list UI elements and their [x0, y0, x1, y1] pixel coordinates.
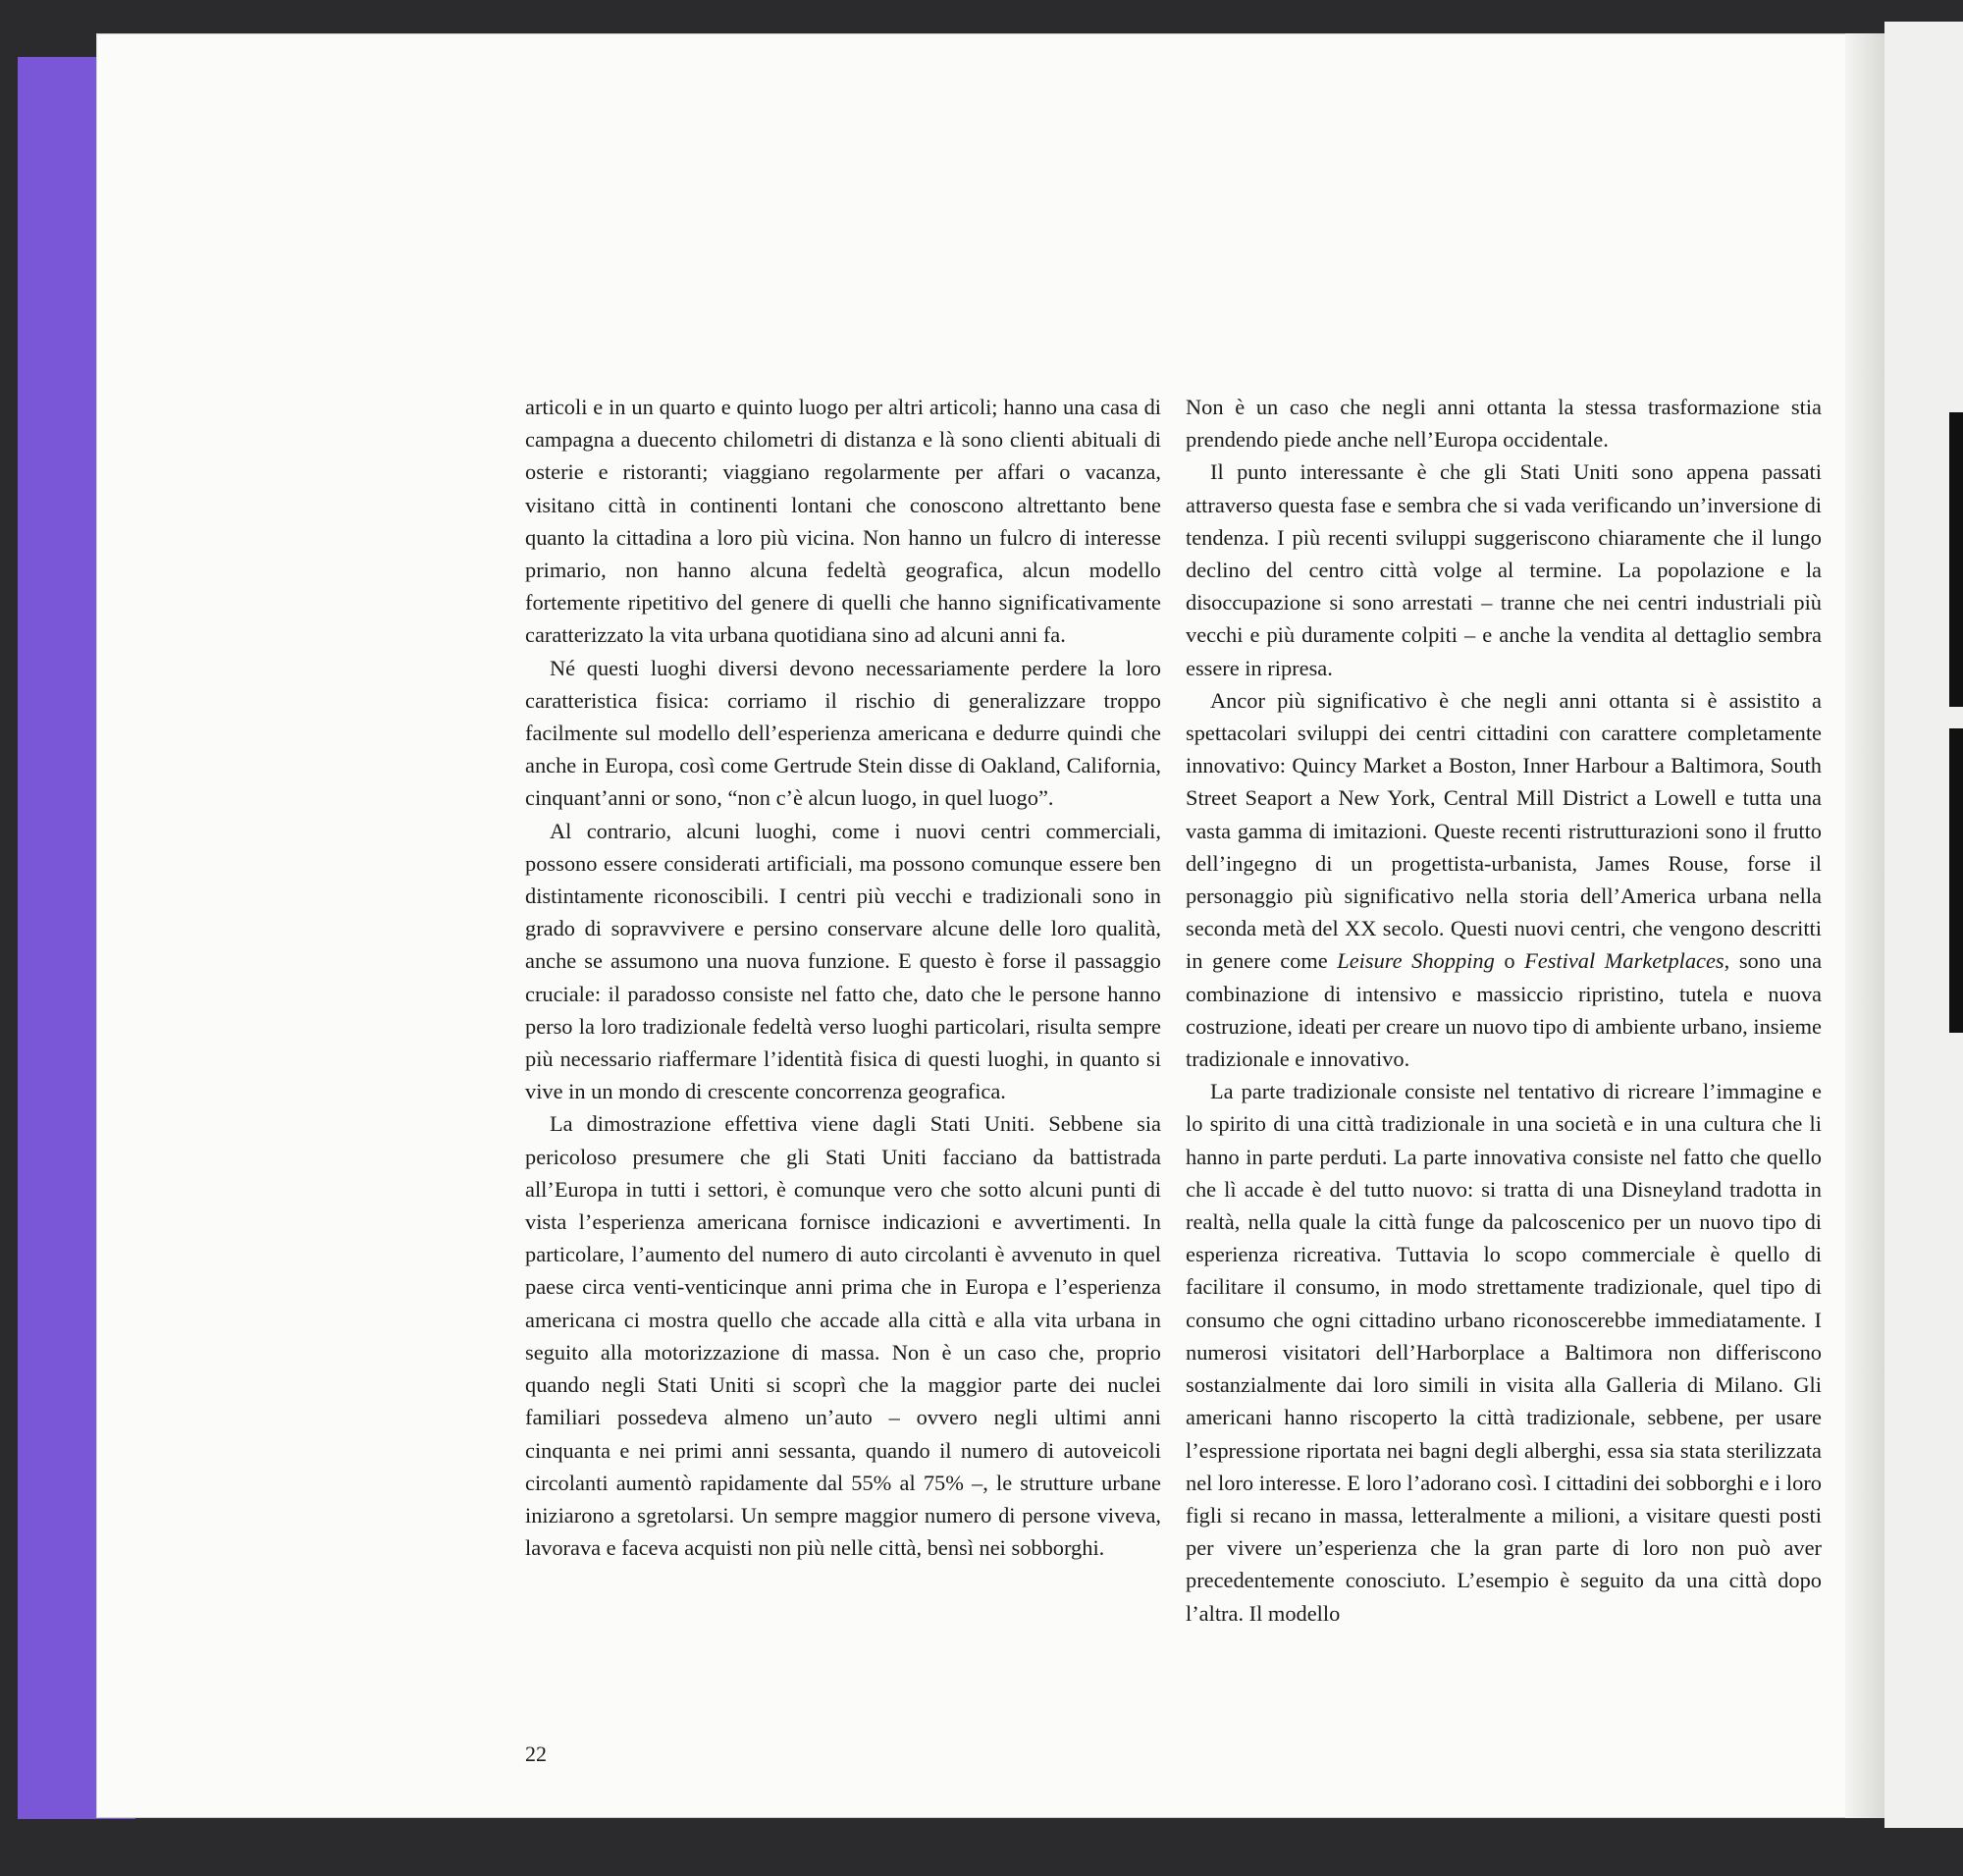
facing-page-edge: [1884, 22, 1963, 1828]
page-number: 22: [525, 1742, 547, 1766]
paragraph: articoli e in un quarto e quinto luogo per altri articoli; hanno una casa di campagna a duecento chilometri di distanza e là sono clienti abituali di osterie e ristoranti; viaggiano regolarmente per affari o vacanza, visitano città in continenti lontani che conoscono altrettanto bene quanto la cittadina a loro più vicina. Non hanno un fulcro di interesse primario, non hanno alcuna fedeltà geografica, alcun modello fortemente ripetitivo del genere di quelli che hanno significativamente caratterizzato la vita urbana quotidiana sino ad alcuni anni fa.: [525, 395, 1161, 648]
paragraph: Non è un caso che negli anni ottanta la stessa trasformazione stia prendendo piede anche nell’Europa occidentale.: [1186, 395, 1822, 453]
facing-page-dark-strip: [1949, 728, 1963, 1033]
paragraph: La dimostrazione effettiva viene dagli Stati Uniti. Sebbene sia pericoloso presumere che gli Stati Uniti facciano da battistrada all’Europa in tutti i settori, è comunque vero che sotto alcuni punti di vista l’esperienza americana fornisce indicazioni e avvertimenti. In particolare, l’aumento del numero di auto circolanti è avvenuto in quel paese circa venti-venticinque anni prima che in Europa e l’esperienza americana ci mostra quello che accade alla città e alla vita urbana in seguito alla motorizzazione di massa. Non è un caso che, proprio quando negli Stati Uniti si scoprì che la maggior parte dei nuclei familiari possedeva almeno un’auto – ovvero negli ultimi anni cinquanta e nei primi anni sessanta, quando il numero di autoveicoli circolanti aumentò rapidamente dal 55% al 75% –, le strutture urbane iniziarono a sgretolarsi. Un sempre maggior numero di persone viveva, lavorava e faceva acquisti non più nelle città, bensì nei sobborghi.: [525, 1111, 1161, 1561]
facing-page-dark-strip: [1949, 412, 1963, 707]
paragraph: Il punto interessante è che gli Stati Uniti sono appena passati attraverso questa fase e sembra che si vada verificando un’inversione di tendenza. I più recenti sviluppi suggeriscono chiaramente che il lungo declino del centro città volge al termine. La popolazione e la disoccupazione si sono arrestati – tranne che nei centri industriali più vecchi e più duramente colpiti – e anche la vendita al dettaglio sembra essere in ripresa.: [1186, 459, 1822, 680]
paragraph: Ancor più significativo è che negli anni ottanta si è assistito a spettacolari sviluppi dei centri cittadini con carattere completamente innovativo: Quincy Market a Boston, Inner Harbour a Baltimora, South Street Seaport a New York, Central Mill District a Lowell e tutta una vasta gamma di imitazioni. Queste recenti ristrutturazioni sono il frutto dell’ingegno di un progettista-urbanista, James Rouse, forse il personaggio più significativo nella storia dell’America urbana nella seconda metà del XX secolo. Questi nuovi centri, che vengono descritti in genere come Leisure Shopping o Festival Marketplaces, sono una combinazione di intensivo e massiccio ripristino, tutela e nuova costruzione, ideati per creare un nuovo tipo di ambiente urbano, insieme tradizionale e innovativo.: [1186, 687, 1823, 1072]
page-gutter-shadow: [1845, 33, 1884, 1818]
left-text-column: [525, 391, 1161, 1564]
paragraph: Al contrario, alcuni luoghi, come i nuovi centri commerciali, possono essere considerati artificiali, ma possono comunque essere ben distintamente riconoscibili. I centri più vecchi e tradizionali sono in grado di sopravvivere e persino conservare alcune delle loro qualità, anche se assumono una nuova funzione. E questo è forse il passaggio cruciale: il paradosso consiste nel fatto che, dato che le persone hanno perso la loro tradizionale fedeltà verso luoghi particolari, risulta sempre più necessario riaffermare l’identità fisica di questi luoghi, in quanto si vive in un mondo di crescente concorrenza geografica.: [525, 818, 1161, 1104]
paragraph: La parte tradizionale consiste nel tentativo di ricreare l’immagine e lo spirito di una città tradizionale in una società e in una cultura che li hanno in parte perduti. La parte innovativa consiste nel fatto che quello che lì accade è del tutto nuovo: si tratta di una Disneyland tradotta in realtà, nella quale la città funge da palcoscenico per un nuovo tipo di esperienza ricreativa. Tuttavia lo scopo commerciale è quello di facilitare il consumo, in modo strettamente tradizionale, quel tipo di consumo che ogni cittadino urbano riconoscerebbe immediatamente. I numerosi visitatori dell’Harborplace a Baltimora non differiscono sostanzialmente dai loro simili in visita alla Galleria di Milano. Gli americani hanno riscoperto la città tradizionale, sebbene, per usare l’espressione riportata nei bagni degli alberghi, essa sia stata sterilizzata nel loro interesse. E loro l’adorano così. I cittadini dei sobborghi e i loro figli si recano in massa, letteralmente a milioni, a visitare questi posti per vivere un’esperienza che la gran parte di loro non può aver precedentemente conosciuto. L’esempio è seguito da una città dopo l’altra. Il modello: [1186, 1079, 1822, 1626]
paragraph: Né questi luoghi diversi devono necessariamente perdere la loro caratteristica fisica: corriamo il rischio di generalizzare troppo facilmente sul modello dell’esperienza americana e dedurre quindi che anche in Europa, così come Gertrude Stein disse di Oakland, California, cinquant’anni or sono, “non c’è alcun luogo, in quel luogo”.: [525, 655, 1161, 811]
right-text-column: [1186, 391, 1822, 1630]
